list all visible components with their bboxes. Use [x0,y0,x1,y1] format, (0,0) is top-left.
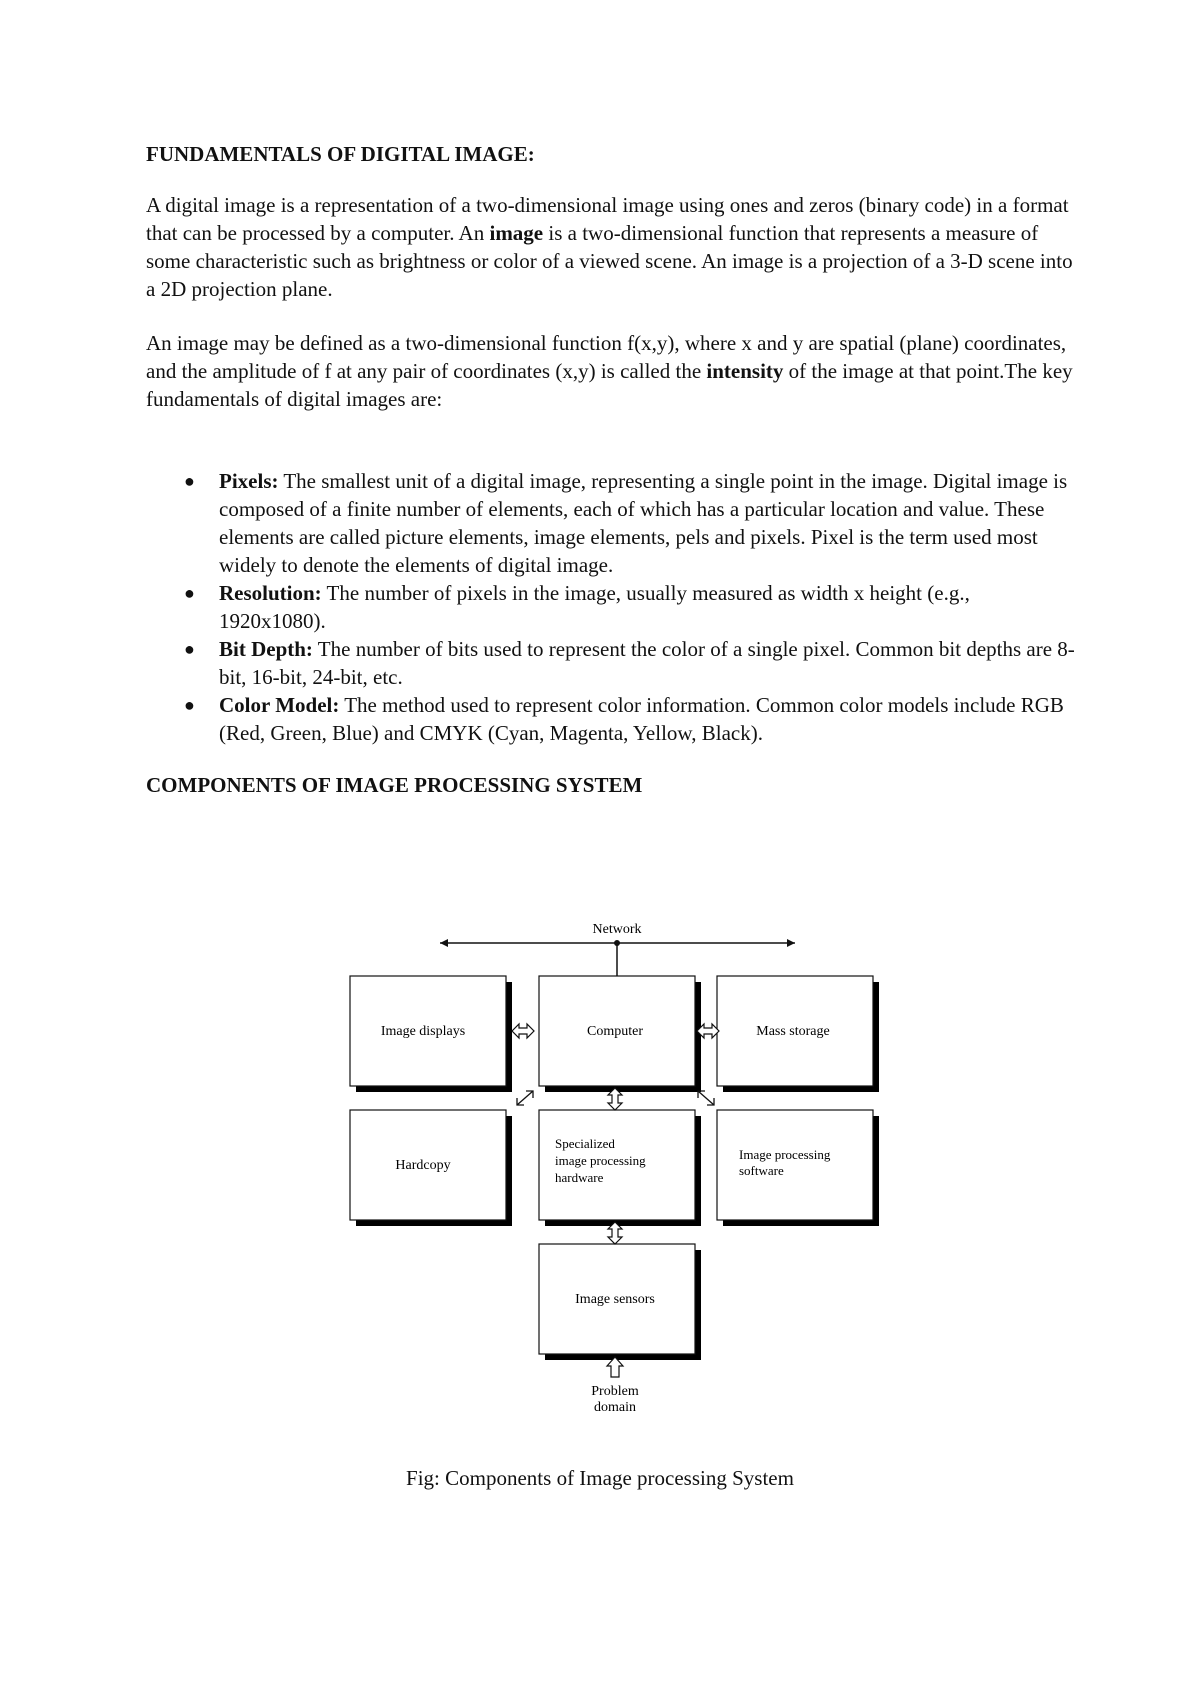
ip-software-label-line1: Image processing [739,1147,831,1162]
image-sensors-label: Image sensors [575,1292,655,1307]
list-item-color-model: ● Color Model: The method used to represent color information. Common color models include RGB (Red, Green, Blue) and CMYK (Cyan, Magenta, Yellow, Black). [184,693,1064,745]
arrow-displays-computer-icon [512,1024,534,1038]
fundamentals-list [146,467,1076,747]
list-item-resolution: ● Resolution: The number of pixels in the image, usually measured as width x height (e.g., 1920x1080). [184,581,970,633]
bullet-icon: ● [184,695,195,715]
components-diagram [345,905,905,1435]
list-item-pixels: ● Pixels: The smallest unit of a digital image, representing a single point in the image. Digital image is composed of a finite number of elements, each of which has a particular location and value. These elements are called picture elements, image elements, pels and pixels. Pixel is the term used most widely to denote the elements of digital image. [184,469,1068,577]
ip-software-label-line2: software [739,1163,784,1178]
specialized-label-line2: image processing [555,1153,646,1168]
image-sensors-box [539,1244,701,1360]
figure-caption: Fig: Components of Image processing System [406,1466,794,1490]
section-heading-fundamentals: FUNDAMENTALS OF DIGITAL IMAGE: [146,142,535,166]
list-item-bit-depth: ● Bit Depth: The number of bits used to represent the color of a single pixel. Common bit depths are 8-bit, 16-bit, 24-bit, etc. [184,637,1075,689]
arrow-computer-software-icon [698,1091,714,1105]
ip-software-box [717,1110,879,1226]
bullet-icon: ● [184,583,195,603]
image-displays-box [350,976,512,1092]
paragraph-image-function: An image may be defined as a two-dimensional function f(x,y), where x and y are spatial (plane) coordinates, and the amplitude of f at any pair of coordinates (x,y) is called the intensity of the image at that point.The key fundamentals of digital images are: [146,331,1073,411]
network-label: Network [592,922,642,937]
specialized-label-line1: Specialized [555,1136,615,1151]
section-heading-components: COMPONENTS OF IMAGE PROCESSING SYSTEM [146,773,643,797]
image-displays-label: Image displays [380,1024,466,1039]
mass-storage-box [717,976,879,1092]
bullet-icon: ● [184,471,195,491]
mass-storage-label: Mass storage [756,1024,830,1039]
hardcopy-box [350,1110,512,1226]
network-bus [440,922,795,980]
computer-box [539,976,701,1092]
document-page [146,140,1076,799]
bullet-icon: ● [184,639,195,659]
specialized-hardware-box [539,1110,701,1226]
computer-label: Computer [587,1024,643,1039]
paragraph-digital-image-definition: A digital image is a representation of a two-dimensional image using ones and zeros (binary code) in a format that can be processed by a computer. An image is a two-dimensional function that represents a measure of some characteristic such as brightness or color of a viewed scene. An image is a projection of a 3-D scene into a 2D projection plane. [146,193,1073,301]
specialized-label-line3: hardware [555,1170,604,1185]
hardcopy-label: Hardcopy [395,1158,451,1173]
problem-domain-label-line2: domain [594,1400,636,1415]
arrow-hardcopy-computer-icon [517,1091,533,1105]
problem-domain-label-line1: Problem [591,1384,639,1399]
